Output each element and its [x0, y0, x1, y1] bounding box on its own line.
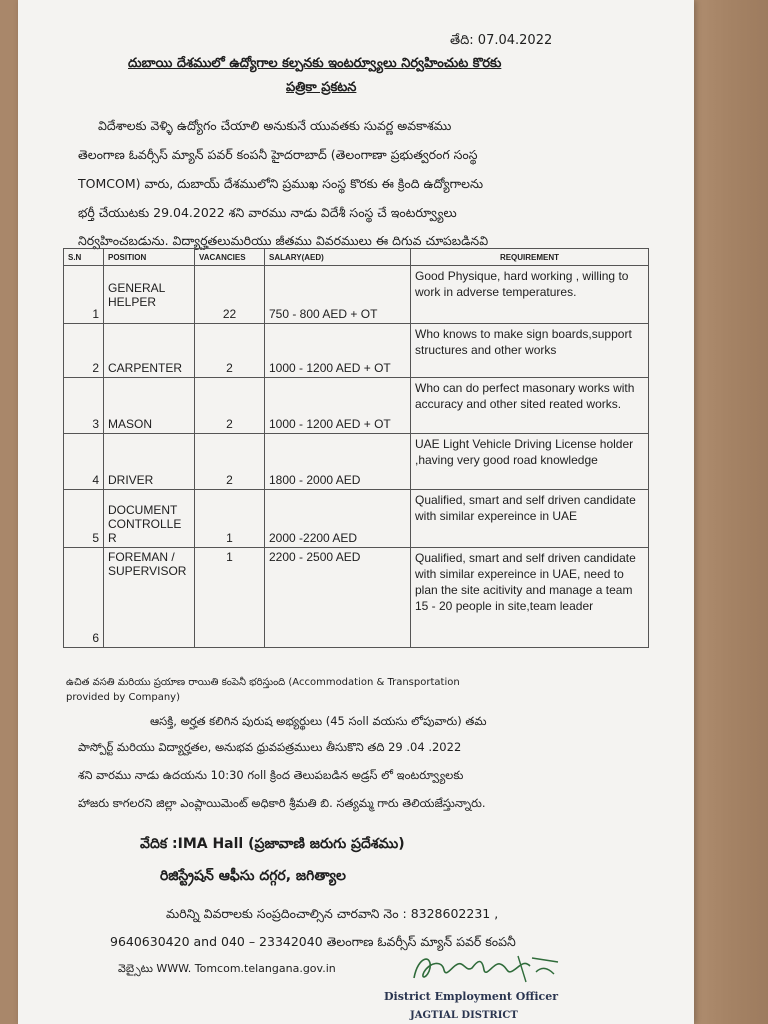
row-position: DRIVER: [104, 434, 195, 490]
row-requirement: UAE Light Vehicle Driving License holder ,having very good road knowledge: [411, 434, 649, 490]
row-vacancies: 22: [195, 266, 265, 324]
table-row: [64, 324, 649, 378]
row-position: GENERAL HELPER: [104, 266, 195, 324]
intro-line-4: భర్తీ చేయుటకు 29.04.2022 శని వారము నాడు విదేశీ సంస్థ చే ఇంటర్వ్యూలు: [78, 205, 457, 220]
venue-line-1: వేదిక :IMA Hall (ప్రజావాణి జరుగు ప్రదేశము): [140, 836, 405, 852]
signature: [408, 948, 568, 988]
accommodation-note-cont: provided by Company): [66, 692, 180, 703]
row-sn: 3: [64, 378, 104, 434]
row-salary: 1000 - 1200 AED + OT: [265, 378, 411, 434]
contact-line-2: 9640630420 and 040 – 23342040 తెలంగాణ ఓవర్సీస్ మ్యాన్ పవర్ కంపనీ: [110, 934, 516, 949]
row-requirement: Qualified, smart and self driven candidate with similar expereince in UAE: [411, 490, 649, 548]
press-release-sheet: [18, 0, 694, 1024]
row-requirement: Who knows to make sign boards,support structures and other works: [411, 324, 649, 378]
row-vacancies: 2: [195, 378, 265, 434]
table-row: [64, 378, 649, 434]
row-requirement: Who can do perfect masonary works with accuracy and other sited reated works.: [411, 378, 649, 434]
apply-line-3: శని వారము నాడు ఉదయను 10:30 గంll క్రింద తెలుపబడిన అడ్రస్ లో ఇంటర్వ్యూలకు: [78, 768, 464, 782]
stamp-district: JAGTIAL DISTRICT: [410, 1010, 518, 1021]
header-sn: S.N: [64, 249, 104, 266]
table-row: [64, 490, 649, 548]
table-row: [64, 266, 649, 324]
venue-line-2: రిజిస్ట్రేషన్ ఆఫీసు దగ్గర, జగిత్యాల: [160, 868, 346, 884]
header-position: POSITION: [104, 249, 195, 266]
row-sn: 4: [64, 434, 104, 490]
accommodation-note: ఉచిత వసతి మరియు ప్రయాణ రాయితి కంపెనీ భరిస్తుంది (Accommodation & Transportation: [66, 677, 460, 688]
stamp-title: District Employment Officer: [384, 990, 559, 1003]
intro-line-3: TOMCOM) వారు, దుబాయ్ దేశములోని ప్రముఖ సంస్థ కొరకు ఈ క్రింది ఉద్యోగాలను: [78, 176, 484, 191]
row-position: CARPENTER: [104, 324, 195, 378]
row-sn: 5: [64, 490, 104, 548]
row-position: FOREMAN / SUPERVISOR: [104, 548, 195, 648]
row-requirement: Qualified, smart and self driven candidate with similar expereince in UAE, need to plan the site acitivity and manage a team 15 - 20 people in site,team leader: [411, 548, 649, 648]
table-row: [64, 548, 649, 648]
apply-line-2: పాస్పోర్ట్ మరియు విద్యార్హతల, అనుభవ ధ్రువపత్రములు తీసుకొని తది 29 .04 .2022: [78, 740, 462, 754]
release-title: దుబాయి దేశములో ఉద్యోగాల కల్పనకు ఇంటర్వ్యూలు నిర్వహించుట కొరకు: [128, 56, 502, 71]
table-row: [64, 434, 649, 490]
row-salary: 1800 - 2000 AED: [265, 434, 411, 490]
release-date: తేది: 07.04.2022: [450, 33, 553, 48]
row-salary: 2000 -2200 AED: [265, 490, 411, 548]
website-line: వెబ్సైటు WWW. Tomcom.telangana.gov.in: [118, 962, 336, 975]
header-requirement: REQUIREMENT: [411, 249, 649, 266]
row-position: MASON: [104, 378, 195, 434]
row-requirement: Good Physique, hard working , willing to work in adverse temperatures.: [411, 266, 649, 324]
row-salary: 750 - 800 AED + OT: [265, 266, 411, 324]
row-vacancies: 2: [195, 324, 265, 378]
intro-line-2: తెలంగాణ ఓవర్సీస్ మ్యాన్ పవర్ కంపనీ హైదరాబాద్ (తెలంగాణా ప్రభుత్వరంగ సంస్థ: [78, 147, 478, 162]
intro-line-1: విదేశాలకు వెళ్ళి ఉద్యోగం చేయాలి అనుకునే యువతకు సువర్ణ అవకాశము: [98, 118, 452, 133]
row-vacancies: 2: [195, 434, 265, 490]
row-vacancies: 1: [195, 548, 265, 648]
release-subtitle: పత్రికా ప్రకటన: [286, 80, 357, 95]
row-sn: 2: [64, 324, 104, 378]
apply-line-1: ఆసక్తి, అర్హత కలిగిన పురుష అభ్యర్థులు (45 సంll వయసు లోపువారు) తమ: [150, 714, 487, 728]
row-salary: 1000 - 1200 AED + OT: [265, 324, 411, 378]
header-salary: SALARY(AED): [265, 249, 411, 266]
table-header-row: [64, 249, 649, 266]
vacancies-table: [63, 248, 649, 648]
intro-line-5: నిర్వహించబడును. విద్యార్హతలుమరియు జీతము వివరములు ఈ దిగువ చూపబడినవి: [78, 233, 489, 248]
row-salary: 2200 - 2500 AED: [265, 548, 411, 648]
row-position: DOCUMENT CONTROLLE R: [104, 490, 195, 548]
apply-line-4: హాజరు కాగలరని జిల్లా ఎంప్లాయిమెంట్ అధికారి శ్రీమతి బి. సత్యమ్మ గారు తెలియజేస్తున్నారు.: [78, 796, 486, 810]
row-sn: 6: [64, 548, 104, 648]
wooden-background: [690, 0, 768, 1024]
header-vacancies: VACANCIES: [195, 249, 265, 266]
row-sn: 1: [64, 266, 104, 324]
contact-line-1: మరిన్ని వివరాలకు సంప్రదించాల్సిన చారవాని నెం : 8328602231 ,: [166, 906, 499, 921]
row-vacancies: 1: [195, 490, 265, 548]
